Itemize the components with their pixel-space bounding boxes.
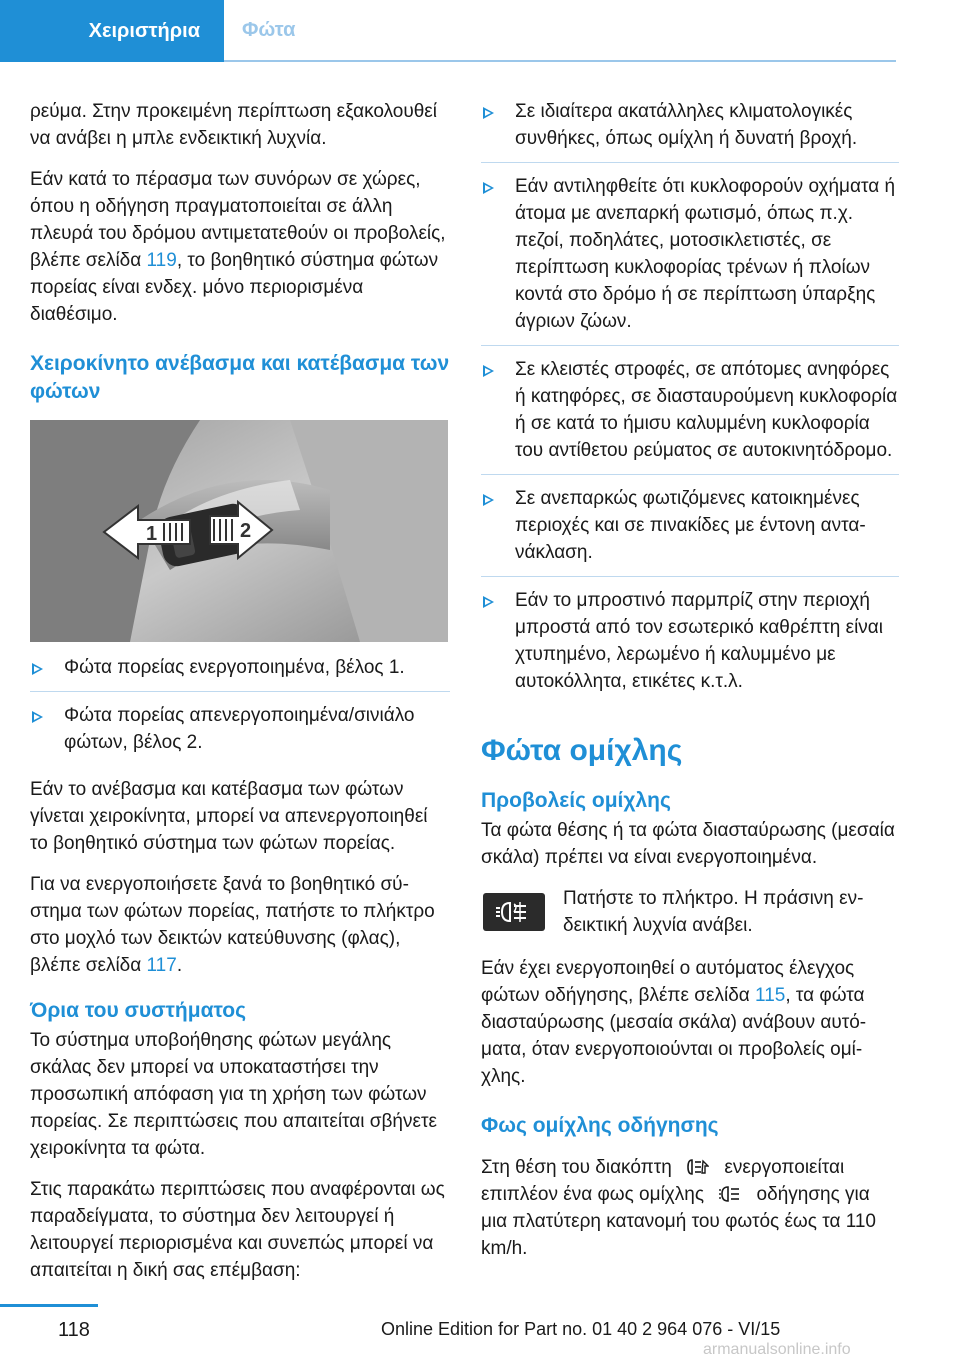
paragraph-text: Εάν κατά το πέρασμα των συνόρων σε χώρες, όπου η οδήγηση πραγματοποιείται σε άλλη πλευρά του δρόμου αντιμετατεθούν οι προβολείς, βλέπε σελίδα: [30, 169, 446, 271]
list-item: Εάν το μπροστινό παρμπρίζ στην περιοχή μπροστά από τον εσωτερικό καθρέπτη είναι χτυπημένο, λερωμένο ή καλυμμένο με αυτοκόλλητα, ετικέτες κ.τ.λ.: [481, 587, 899, 705]
triangle-bullet-icon: [483, 107, 494, 119]
section-heading: Φως ομίχλης οδήγησης: [481, 1114, 719, 1137]
page-link[interactable]: 115: [755, 985, 786, 1006]
paragraph-text: ενεργοποιείται επιπλέον ένα φως ομίχλης: [481, 1157, 845, 1205]
list-item: Σε κλειστές στροφές, σε απότομες ανηφόρες ή κατηφόρες, σε διασταυρούμενη κυκλοφορία ή σε κατά το ήμισυ καλυμμένη κυκλοφορία του αντίθετου ρεύματος σε αυτοκινητόδρομο.: [481, 356, 899, 475]
paragraph: Στις παρακάτω περιπτώσεις που αναφέρονται ως παραδείγματα, το σύστημα δεν λειτουργεί ή λειτουργεί περιορισμένα και συνεπώς μπορεί να απαιτείται η δική σας επέμβαση:: [30, 1179, 445, 1281]
paragraph: [30, 871, 450, 979]
page-link[interactable]: 119: [146, 250, 177, 271]
triangle-bullet-icon: [483, 596, 494, 608]
list-item: Σε ιδιαίτερα ακατάλληλες κλιματολογικές συνθήκες, όπως ομίχλη ή δυνατή βροχή.: [481, 98, 899, 163]
paragraph: ρεύμα. Στην προκειμένη περίπτωση εξακολουθεί να ανάβει η μπλε ενδεικτική λυχνία.: [30, 101, 437, 149]
triangle-bullet-icon: [483, 182, 494, 194]
list-item: Εάν αντιληφθείτε ότι κυκλοφορούν οχήματα ή άτομα με ανεπαρκή φωτισμό, όπως π.χ. πεζοί, ποδηλάτες, μοτοσικλετιστές, σε περίπτωση κυκλοφορίας τρένων ή πλοίων κοντά στο δρόμο ή σε περίπτωση ύπαρξης άγριων ζώων.: [481, 173, 899, 346]
page-number: 118: [58, 1319, 90, 1341]
page-link[interactable]: 117: [146, 955, 177, 976]
tab-controls[interactable]: Χειριστήρια: [0, 0, 224, 62]
paragraph: [481, 955, 899, 1090]
edition-note: Online Edition for Part no. 01 40 2 964 076 - VI/15: [381, 1319, 781, 1339]
paragraph: [481, 1154, 899, 1262]
left-column: [30, 98, 450, 1298]
switch-position-icon: [687, 1157, 709, 1177]
paragraph-text: .: [176, 955, 183, 976]
paragraph: Πατήστε το πλήκτρο. Η πράσινη ενδεικτική λυχνία ανάβει.: [563, 888, 864, 936]
paragraph: Τα φώτα θέσης ή τα φώτα διασταύρωσης (μεσαία σκάλα) πρέπει να είναι ενεργοποιημένα.: [481, 820, 895, 868]
bullet-list: [481, 98, 899, 705]
paragraph-text: , τα φώτα διασταύρωσης (μεσαία σκάλα) ανάβουν αυτόματα, όταν ενεργοποιούνται οι προβολείς ομίχλης.: [481, 985, 867, 1087]
triangle-bullet-icon: [483, 494, 494, 506]
paragraph: [30, 166, 450, 328]
fog-light-button-icon: [483, 893, 545, 931]
arrow-2-label: 2: [240, 520, 252, 542]
right-column: [481, 98, 899, 1276]
paragraph-text: Εάν έχει ενεργοποιηθεί ο αυτόματος έλεγχος φώτων οδήγησης, βλέπε σελίδα: [481, 958, 855, 1006]
watermark: armanualsonline.info: [703, 1341, 851, 1358]
paragraph-text: , το βοηθητικό σύστημα φώτων πορείας είναι ενδεχ. μόνο περιορισμένα διαθέσιμο.: [30, 250, 439, 325]
header-bar: [0, 0, 960, 62]
triangle-bullet-icon: [32, 711, 43, 723]
driving-fog-light-icon: [719, 1184, 741, 1204]
footer-rule: [0, 1304, 98, 1307]
tab-lights[interactable]: Φώτα: [224, 0, 896, 62]
fog-light-button-row: [481, 885, 899, 939]
section-heading: Χειροκίνητο ανέβασμα και κατέβασμα των φώτων: [30, 352, 450, 403]
bullet-list: [30, 654, 450, 766]
list-item: Φώτα πορείας απενεργοποιημένα/σινιάλο φώτων, βέλος 2.: [30, 702, 450, 766]
triangle-bullet-icon: [483, 365, 494, 377]
chapter-heading: Φώτα ομίχλης: [481, 734, 683, 767]
section-heading: Όρια του συστήματος: [30, 999, 247, 1022]
list-item: Σε ανεπαρκώς φωτιζόμενες κατοικημένες περιοχές και σε πινακίδες με έντονη αντανάκλαση.: [481, 485, 899, 577]
paragraph: Εάν το ανέβασμα και κατέβασμα των φώτων γίνεται χειροκίνητα, μπορεί να απενεργοποιηθεί το βοηθητικό σύστημα των φώτων πορείας.: [30, 779, 428, 854]
section-heading: Προβολείς ομίχλης: [481, 789, 671, 812]
paragraph-text: Στη θέση του διακόπτη: [481, 1157, 672, 1178]
paragraph-text: Για να ενεργοποιήσετε ξανά το βοηθητικό σύστημα των φώτων πορείας, πατήστε το πλήκτρο στο μοχλό των δεικτών κατεύθυνσης (φλας), βλέπε σελίδα: [30, 874, 435, 976]
list-item: Φώτα πορείας ενεργοποιημένα, βέλος 1.: [30, 654, 450, 692]
arrow-1-label: 1: [146, 523, 158, 545]
triangle-bullet-icon: [32, 663, 43, 675]
turn-signal-lever-photo: [30, 420, 448, 642]
paragraph: Το σύστημα υποβοήθησης φώτων μεγάλης σκάλας δεν μπορεί να υποκαταστήσει την προσωπική απόφαση για τη χρήση των φώτων πορείας. Σε περιπτώσεις που απαιτείται σβήνετε χειροκίνητα τα φώτα.: [30, 1030, 437, 1159]
paragraph-text: οδήγησης για μια πλατύτερη κατανομή του φωτός έως τα 110 km/h.: [481, 1184, 876, 1259]
